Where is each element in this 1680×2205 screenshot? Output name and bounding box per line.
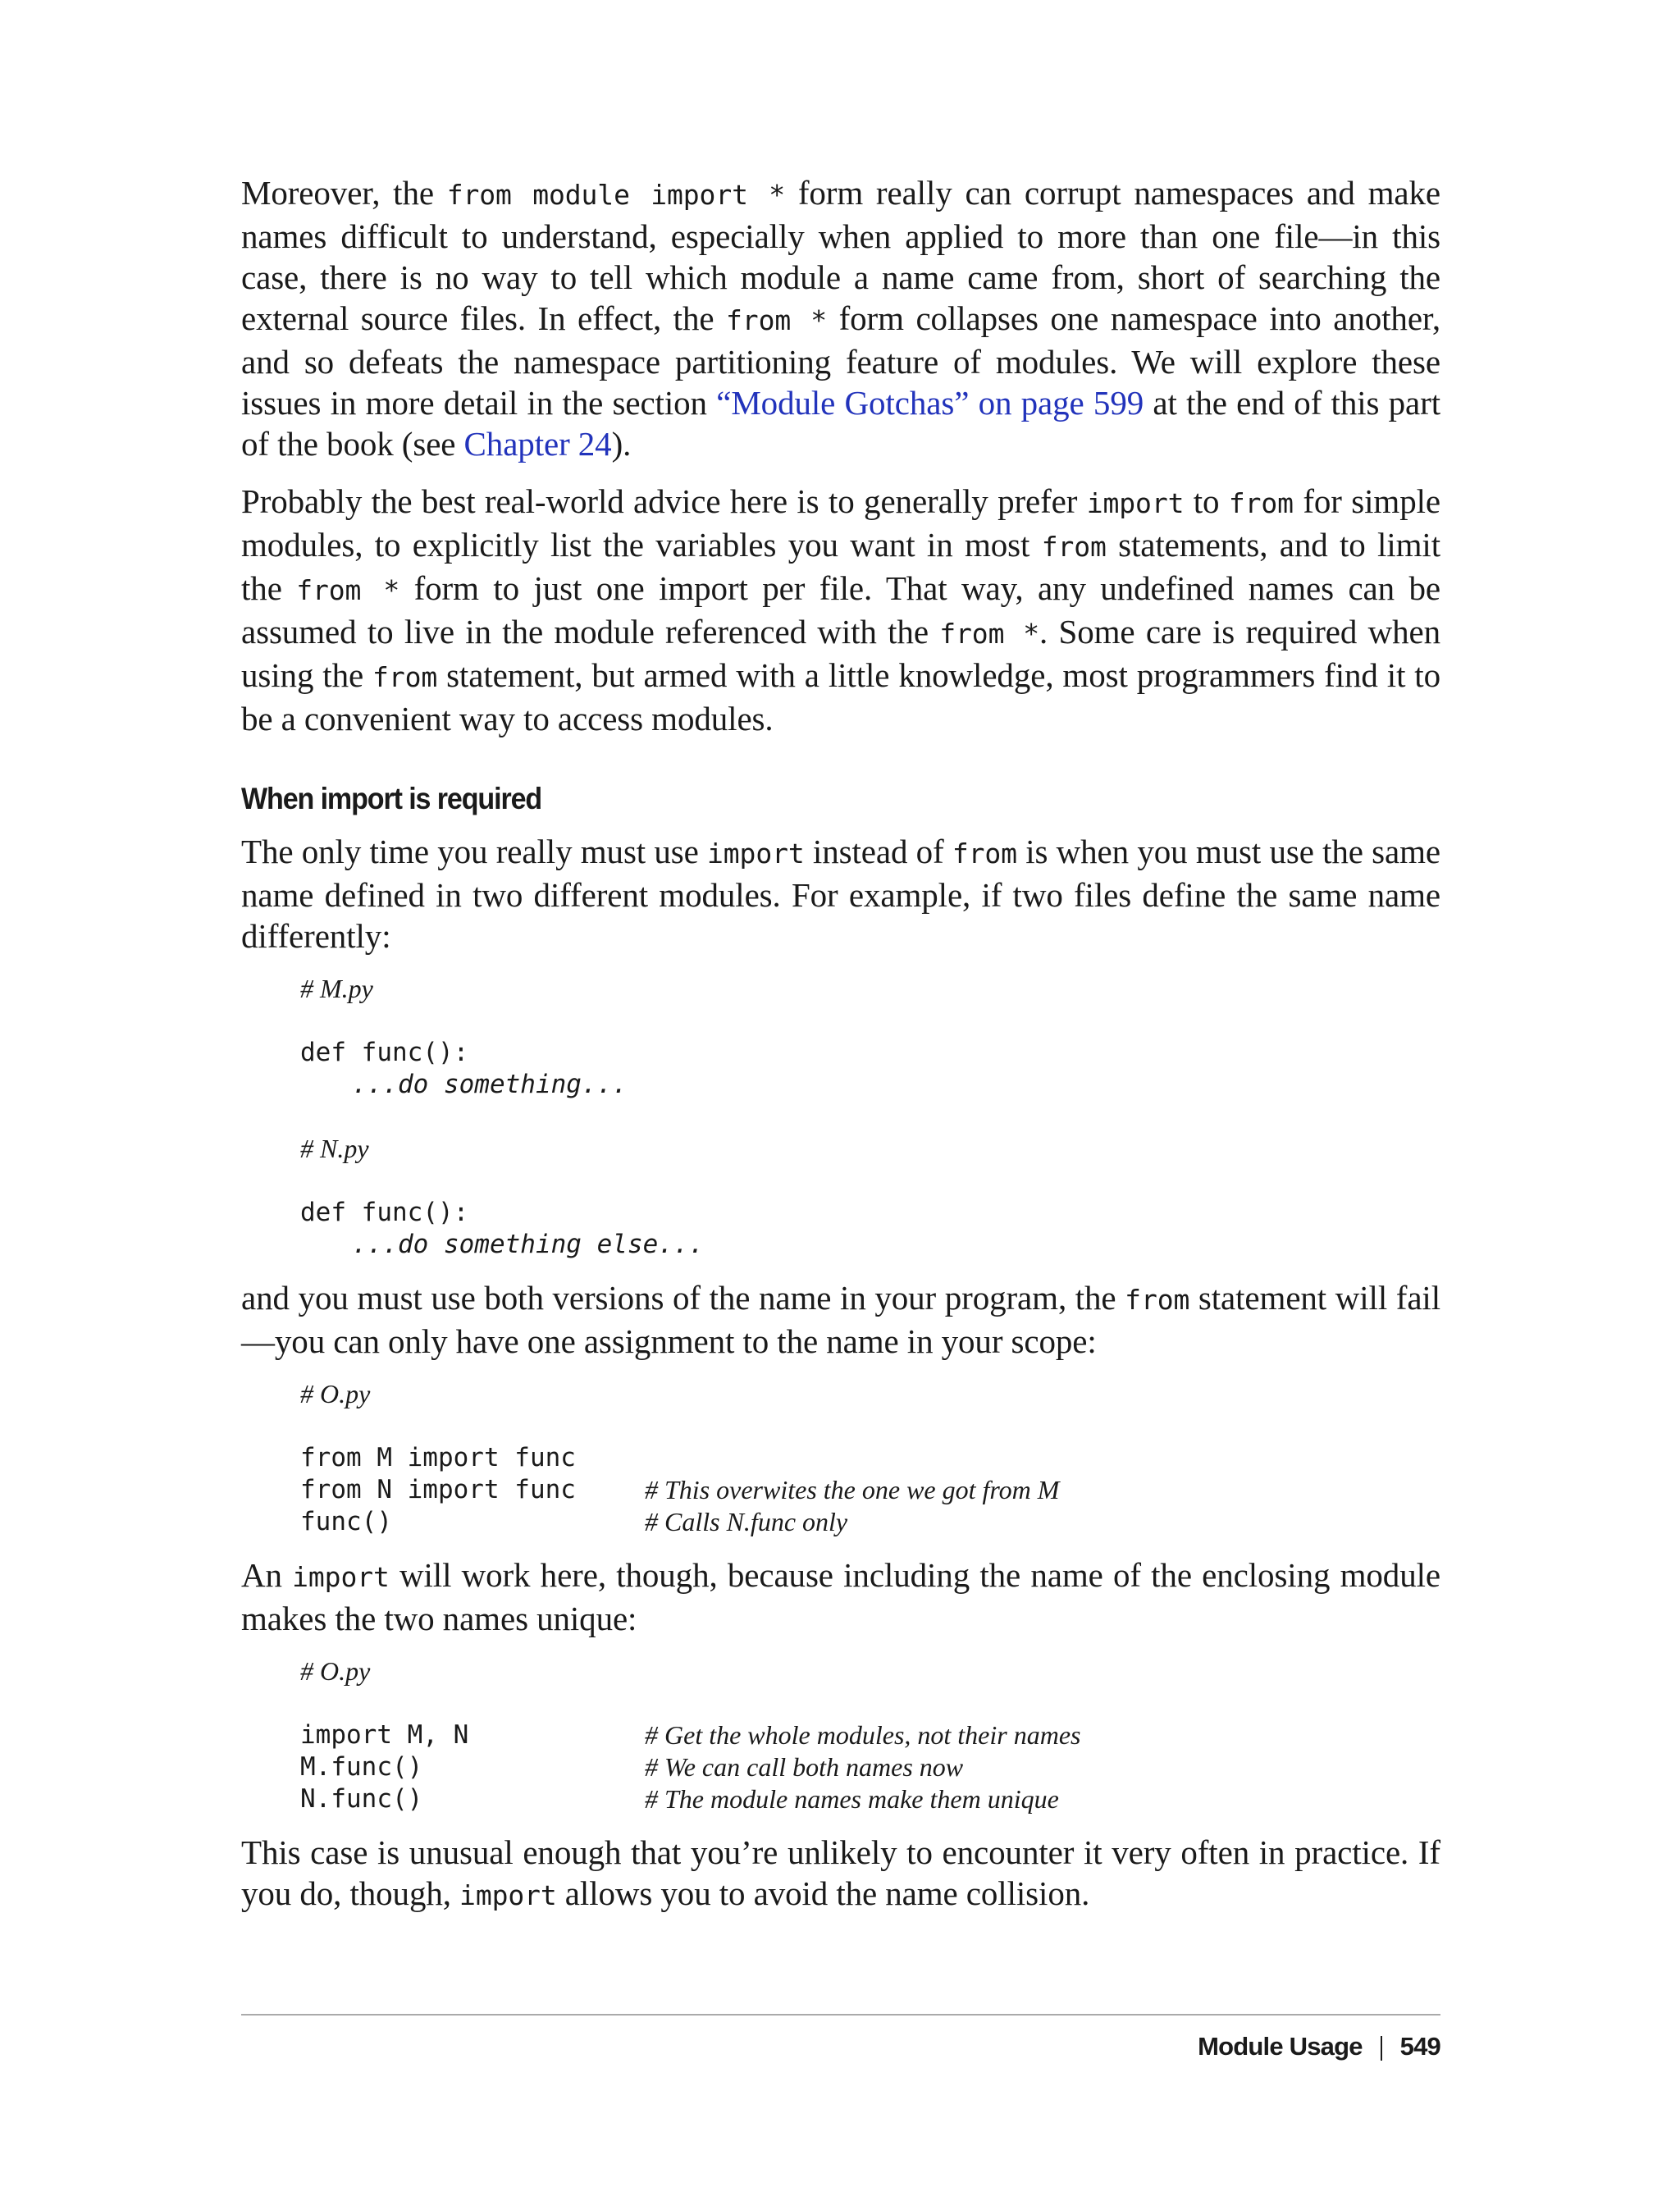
page-footer bbox=[1198, 2026, 1440, 2067]
inline-code: from bbox=[372, 661, 438, 693]
paragraph-only-time: The only time you really must use import instead of from is when you must use the same name defined in two different modules. For example, if two files define the same name differently: bbox=[241, 833, 1440, 955]
paragraph-namespaces: Moreover, the from module import * form really can corrupt namespaces and make names difficult to understand, especially when applied to more than one file—in this case, there is no way to tell which module a name came from, short of searching the external source files. In effect, the from * form collapses one namespace into another, and so defeats the namespace partitioning feature of modules. We will explore these issues in more detail in the section “Module Gotchas” on page 599 at the end of this part of the book (see Chapter 24). bbox=[241, 174, 1441, 463]
code-filename: # O.py bbox=[300, 1656, 371, 1686]
inline-code: from bbox=[1228, 487, 1294, 519]
inline-code: from module import * bbox=[446, 179, 786, 211]
inline-code: import bbox=[1086, 487, 1185, 519]
code-line: M.func() # We can call both names now bbox=[300, 1752, 964, 1782]
page-content bbox=[241, 172, 1440, 1933]
code-line: from M import func bbox=[300, 1443, 576, 1472]
code-comment: # We can call both names now bbox=[645, 1752, 964, 1782]
code-block-import bbox=[300, 1655, 1440, 1815]
code-filename: # O.py bbox=[300, 1379, 371, 1408]
code-line: def func(): bbox=[300, 1198, 469, 1227]
code-line: import M, N # Get the whole modules, not their names bbox=[300, 1720, 1081, 1750]
code-block-from bbox=[300, 1378, 1440, 1538]
inline-code: from * bbox=[726, 304, 828, 336]
page-number: 549 bbox=[1399, 2032, 1440, 2061]
paragraph-from-fails: and you must use both versions of the name in your program, the from statement will fail—you can only have one assignment to the name in your scope: bbox=[241, 1279, 1440, 1360]
code-line: ...do something... bbox=[352, 1070, 628, 1099]
paragraph-import-works: An import will work here, though, because including the name of the enclosing module makes the two names unique: bbox=[241, 1556, 1440, 1637]
inline-code: from * bbox=[939, 618, 1040, 650]
footer-separator bbox=[1381, 2036, 1382, 2061]
code-line: ...do something else... bbox=[352, 1230, 705, 1259]
code-line: func() # Calls N.func only bbox=[300, 1507, 848, 1536]
inline-code: from bbox=[952, 838, 1017, 870]
code-comment: # Calls N.func only bbox=[645, 1507, 848, 1536]
link-chapter-24[interactable]: Chapter 24 bbox=[463, 425, 612, 463]
inline-code: import bbox=[292, 1561, 390, 1593]
inline-code: import bbox=[707, 838, 805, 870]
paragraph-unusual-case: This case is unusual enough that you’re unlikely to encounter it very often in practice. If you do, though, import allows you to avoid the name collision. bbox=[241, 1833, 1440, 1912]
link-module-gotchas[interactable]: “Module Gotchas” on page 599 bbox=[716, 384, 1144, 422]
code-comment: # This overwites the one we got from M bbox=[645, 1475, 1060, 1504]
inline-code: from bbox=[1125, 1284, 1190, 1316]
inline-code: from bbox=[1041, 531, 1107, 563]
paragraph-advice: Probably the best real-world advice here is to generally prefer import to from for simple modules, to explicitly list the variables you want in most from statements, and to limit the from * form to just one import per file. That way, any undefined names can be assumed to live in the module referenced with the from *. Some care is required when using the from statement, but armed with a little knowledge, most programmers find it to be a convenient way to access modules. bbox=[241, 482, 1440, 737]
code-line: def func(): bbox=[300, 1038, 469, 1067]
code-block-modules bbox=[300, 973, 1440, 1261]
inline-code: from * bbox=[296, 574, 400, 606]
footer-rule bbox=[241, 2014, 1440, 2016]
code-filename: # M.py bbox=[300, 974, 373, 1003]
code-line: N.func() # The module names make them unique bbox=[300, 1784, 1059, 1814]
code-filename: # N.py bbox=[300, 1134, 369, 1163]
code-line: from N import func # This overwites the one we got from M bbox=[300, 1475, 1060, 1504]
section-heading: When import is required bbox=[241, 782, 542, 815]
code-comment: # The module names make them unique bbox=[645, 1784, 1059, 1814]
code-comment: # Get the whole modules, not their names bbox=[645, 1720, 1081, 1750]
inline-code: import bbox=[459, 1879, 557, 1911]
running-footer-title: Module Usage bbox=[1198, 2032, 1363, 2061]
